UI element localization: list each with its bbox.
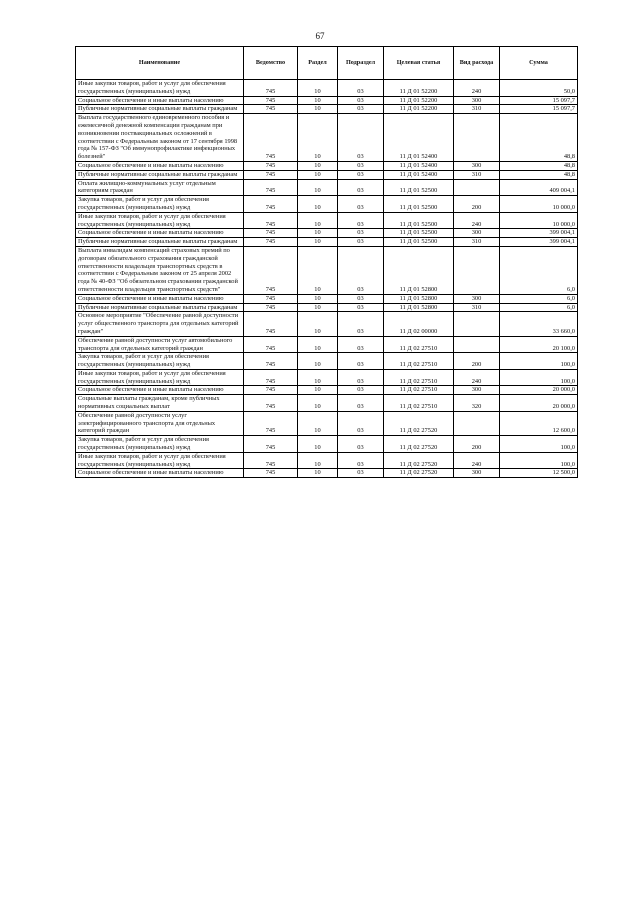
cell-name: Закупка товаров, работ и услуг для обеспечения государственных (муниципальных) нужд	[76, 436, 244, 453]
cell-vid: 300	[454, 386, 500, 395]
cell-vedomstvo: 745	[244, 294, 298, 303]
header-sum: Сумма	[500, 47, 578, 80]
cell-razdel: 10	[298, 411, 338, 435]
cell-target: 11 Д 01 52800	[384, 303, 454, 312]
cell-razdel: 10	[298, 229, 338, 238]
table-row	[76, 80, 578, 97]
cell-name: Социальное обеспечение и иные выплаты населению	[76, 469, 244, 478]
cell-target: 11 Д 01 52200	[384, 105, 454, 114]
cell-name: Иные закупки товаров, работ и услуг для обеспечения государственных (муниципальных) нужд	[76, 212, 244, 229]
cell-target: 11 Д 01 52400	[384, 161, 454, 170]
cell-target: 11 Д 01 52500	[384, 212, 454, 229]
cell-podrazdel: 03	[338, 294, 384, 303]
cell-vid: 300	[454, 294, 500, 303]
cell-vid: 200	[454, 196, 500, 213]
table-row	[76, 96, 578, 105]
cell-vid: 300	[454, 229, 500, 238]
cell-razdel: 10	[298, 114, 338, 162]
cell-vedomstvo: 745	[244, 179, 298, 196]
cell-target: 11 Д 01 52200	[384, 96, 454, 105]
page-number: 67	[315, 31, 325, 41]
cell-vid	[454, 336, 500, 353]
cell-vid: 240	[454, 452, 500, 469]
cell-name: Публичные нормативные социальные выплаты гражданам	[76, 105, 244, 114]
cell-vedomstvo: 745	[244, 161, 298, 170]
table-row	[76, 212, 578, 229]
table-body	[76, 80, 578, 478]
cell-vedomstvo: 745	[244, 411, 298, 435]
cell-name: Обеспечение равной доступности услуг электрифицированного транспорта для отдельных категорий граждан	[76, 411, 244, 435]
table-row	[76, 303, 578, 312]
table-header-row	[76, 47, 578, 80]
cell-razdel: 10	[298, 469, 338, 478]
cell-vedomstvo: 745	[244, 336, 298, 353]
cell-vid	[454, 246, 500, 294]
cell-target: 11 Д 01 52800	[384, 246, 454, 294]
cell-sum: 15 097,7	[500, 96, 578, 105]
cell-target: 11 Д 02 27520	[384, 452, 454, 469]
table-row	[76, 179, 578, 196]
cell-vid	[454, 179, 500, 196]
cell-podrazdel: 03	[338, 303, 384, 312]
cell-vedomstvo: 745	[244, 353, 298, 370]
cell-podrazdel: 03	[338, 312, 384, 336]
table-row	[76, 353, 578, 370]
cell-podrazdel: 03	[338, 369, 384, 386]
cell-razdel: 10	[298, 303, 338, 312]
table-row	[76, 114, 578, 162]
cell-vedomstvo: 745	[244, 452, 298, 469]
cell-vedomstvo: 745	[244, 170, 298, 179]
cell-name: Иные закупки товаров, работ и услуг для обеспечения государственных (муниципальных) нужд	[76, 452, 244, 469]
cell-podrazdel: 03	[338, 452, 384, 469]
cell-name: Публичные нормативные социальные выплаты гражданам	[76, 238, 244, 247]
cell-sum: 15 097,7	[500, 105, 578, 114]
table-row	[76, 229, 578, 238]
cell-sum: 100,0	[500, 369, 578, 386]
cell-podrazdel: 03	[338, 395, 384, 412]
cell-podrazdel: 03	[338, 411, 384, 435]
cell-sum: 6,0	[500, 246, 578, 294]
cell-target: 11 Д 01 52500	[384, 238, 454, 247]
cell-target: 11 Д 01 52500	[384, 229, 454, 238]
header-name: Наименование	[76, 47, 244, 80]
cell-podrazdel: 03	[338, 161, 384, 170]
table-row	[76, 246, 578, 294]
cell-razdel: 10	[298, 105, 338, 114]
cell-vedomstvo: 745	[244, 196, 298, 213]
cell-sum: 48,8	[500, 114, 578, 162]
cell-sum: 100,0	[500, 436, 578, 453]
table-row	[76, 336, 578, 353]
cell-vid: 200	[454, 353, 500, 370]
cell-vedomstvo: 745	[244, 105, 298, 114]
cell-razdel: 10	[298, 246, 338, 294]
cell-name: Социальное обеспечение и иные выплаты населению	[76, 229, 244, 238]
cell-target: 11 Д 02 27510	[384, 336, 454, 353]
cell-razdel: 10	[298, 96, 338, 105]
cell-vedomstvo: 745	[244, 80, 298, 97]
cell-razdel: 10	[298, 196, 338, 213]
cell-sum: 399 004,1	[500, 238, 578, 247]
cell-podrazdel: 03	[338, 336, 384, 353]
cell-sum: 409 004,1	[500, 179, 578, 196]
cell-vedomstvo: 745	[244, 229, 298, 238]
cell-sum: 12 600,0	[500, 411, 578, 435]
cell-sum: 399 004,1	[500, 229, 578, 238]
cell-name: Выплата инвалидам компенсаций страховых премий по договорам обязательного страхования гражданской ответственности владельцев транспортных средств в соответствии с Федеральным законом от 25 апреля 2002 года № 40-ФЗ "Об обязательном страховании гражданской ответственности владельцев транспортных средств"	[76, 246, 244, 294]
header-vid: Вид расхода	[454, 47, 500, 80]
cell-sum: 6,0	[500, 303, 578, 312]
cell-vedomstvo: 745	[244, 246, 298, 294]
table-row	[76, 238, 578, 247]
cell-vid: 310	[454, 170, 500, 179]
cell-razdel: 10	[298, 179, 338, 196]
cell-vedomstvo: 745	[244, 96, 298, 105]
cell-vedomstvo: 745	[244, 114, 298, 162]
cell-name: Выплата государственного единовременного пособия и ежемесячной денежной компенсации гражданам при возникновении поствакцинальных осложнений в соответствии с Федеральным законом от 17 сентября 1998 года № 157-ФЗ "Об иммунопрофилактике инфекционных болезней"	[76, 114, 244, 162]
cell-name: Социальное обеспечение и иные выплаты населению	[76, 96, 244, 105]
cell-razdel: 10	[298, 212, 338, 229]
cell-vid: 320	[454, 395, 500, 412]
cell-vid: 200	[454, 436, 500, 453]
cell-vedomstvo: 745	[244, 238, 298, 247]
cell-podrazdel: 03	[338, 353, 384, 370]
cell-vedomstvo: 745	[244, 469, 298, 478]
cell-name: Иные закупки товаров, работ и услуг для обеспечения государственных (муниципальных) нужд	[76, 80, 244, 97]
cell-podrazdel: 03	[338, 212, 384, 229]
cell-vid: 310	[454, 303, 500, 312]
cell-podrazdel: 03	[338, 238, 384, 247]
cell-razdel: 10	[298, 312, 338, 336]
cell-vedomstvo: 745	[244, 386, 298, 395]
cell-vid: 300	[454, 469, 500, 478]
cell-razdel: 10	[298, 369, 338, 386]
cell-vid: 240	[454, 80, 500, 97]
cell-razdel: 10	[298, 170, 338, 179]
cell-name: Публичные нормативные социальные выплаты гражданам	[76, 303, 244, 312]
cell-vid: 300	[454, 96, 500, 105]
cell-sum: 10 000,0	[500, 212, 578, 229]
cell-podrazdel: 03	[338, 170, 384, 179]
cell-target: 11 Д 01 52400	[384, 114, 454, 162]
cell-vedomstvo: 745	[244, 212, 298, 229]
table-row	[76, 395, 578, 412]
cell-vedomstvo: 745	[244, 395, 298, 412]
cell-razdel: 10	[298, 294, 338, 303]
cell-vid: 240	[454, 369, 500, 386]
cell-sum: 50,0	[500, 80, 578, 97]
cell-podrazdel: 03	[338, 105, 384, 114]
cell-vedomstvo: 745	[244, 369, 298, 386]
cell-target: 11 Д 02 27520	[384, 436, 454, 453]
cell-podrazdel: 03	[338, 246, 384, 294]
cell-name: Социальное обеспечение и иные выплаты населению	[76, 294, 244, 303]
cell-target: 11 Д 01 52500	[384, 196, 454, 213]
cell-razdel: 10	[298, 238, 338, 247]
cell-name: Публичные нормативные социальные выплаты гражданам	[76, 170, 244, 179]
cell-sum: 10 000,0	[500, 196, 578, 213]
cell-razdel: 10	[298, 386, 338, 395]
cell-name: Социальные выплаты гражданам, кроме публичных нормативных социальных выплат	[76, 395, 244, 412]
cell-target: 11 Д 02 27510	[384, 395, 454, 412]
cell-name: Социальное обеспечение и иные выплаты населению	[76, 386, 244, 395]
cell-sum: 100,0	[500, 452, 578, 469]
cell-target: 11 Д 02 00000	[384, 312, 454, 336]
cell-name: Иные закупки товаров, работ и услуг для обеспечения государственных (муниципальных) нужд	[76, 369, 244, 386]
cell-name: Социальное обеспечение и иные выплаты населению	[76, 161, 244, 170]
cell-razdel: 10	[298, 436, 338, 453]
cell-podrazdel: 03	[338, 386, 384, 395]
cell-target: 11 Д 02 27510	[384, 353, 454, 370]
header-target: Целевая статья	[384, 47, 454, 80]
cell-target: 11 Д 01 52500	[384, 179, 454, 196]
cell-sum: 6,0	[500, 294, 578, 303]
table-row	[76, 386, 578, 395]
cell-podrazdel: 03	[338, 229, 384, 238]
cell-vedomstvo: 745	[244, 312, 298, 336]
cell-vedomstvo: 745	[244, 436, 298, 453]
cell-target: 11 Д 01 52400	[384, 170, 454, 179]
cell-vid: 300	[454, 161, 500, 170]
cell-sum: 33 660,0	[500, 312, 578, 336]
cell-name: Обеспечение равной доступности услуг автомобильного транспорта для отдельных категорий граждан	[76, 336, 244, 353]
table-row	[76, 369, 578, 386]
cell-razdel: 10	[298, 395, 338, 412]
cell-razdel: 10	[298, 161, 338, 170]
table-row	[76, 452, 578, 469]
cell-sum: 20 100,0	[500, 336, 578, 353]
cell-name: Оплата жилищно-коммунальных услуг отдельным категориям граждан	[76, 179, 244, 196]
header-razdel: Раздел	[298, 47, 338, 80]
table-row	[76, 312, 578, 336]
cell-vid: 310	[454, 238, 500, 247]
cell-target: 11 Д 02 27510	[384, 386, 454, 395]
cell-sum: 20 000,0	[500, 386, 578, 395]
cell-podrazdel: 03	[338, 96, 384, 105]
cell-razdel: 10	[298, 452, 338, 469]
cell-razdel: 10	[298, 353, 338, 370]
cell-target: 11 Д 02 27510	[384, 369, 454, 386]
cell-sum: 12 500,0	[500, 469, 578, 478]
cell-target: 11 Д 01 52800	[384, 294, 454, 303]
cell-vid: 240	[454, 212, 500, 229]
cell-podrazdel: 03	[338, 80, 384, 97]
budget-table	[75, 46, 578, 478]
cell-sum: 100,0	[500, 353, 578, 370]
cell-vid: 310	[454, 105, 500, 114]
cell-podrazdel: 03	[338, 196, 384, 213]
table-row	[76, 294, 578, 303]
cell-vid	[454, 411, 500, 435]
table-row	[76, 411, 578, 435]
cell-target: 11 Д 01 52200	[384, 80, 454, 97]
cell-razdel: 10	[298, 80, 338, 97]
cell-podrazdel: 03	[338, 114, 384, 162]
cell-podrazdel: 03	[338, 436, 384, 453]
cell-razdel: 10	[298, 336, 338, 353]
table-row	[76, 436, 578, 453]
cell-sum: 20 000,0	[500, 395, 578, 412]
cell-target: 11 Д 02 27520	[384, 469, 454, 478]
cell-podrazdel: 03	[338, 469, 384, 478]
cell-podrazdel: 03	[338, 179, 384, 196]
cell-vid	[454, 312, 500, 336]
header-podrazdel: Подраздел	[338, 47, 384, 80]
cell-name: Закупка товаров, работ и услуг для обеспечения государственных (муниципальных) нужд	[76, 353, 244, 370]
cell-target: 11 Д 02 27520	[384, 411, 454, 435]
table-row	[76, 469, 578, 478]
table-row	[76, 105, 578, 114]
cell-sum: 48,8	[500, 170, 578, 179]
cell-vedomstvo: 745	[244, 303, 298, 312]
table-row	[76, 161, 578, 170]
cell-name: Закупка товаров, работ и услуг для обеспечения государственных (муниципальных) нужд	[76, 196, 244, 213]
table-row	[76, 196, 578, 213]
cell-sum: 48,8	[500, 161, 578, 170]
cell-vid	[454, 114, 500, 162]
table-row	[76, 170, 578, 179]
header-vedomstvo: Ведомство	[244, 47, 298, 80]
cell-name: Основное мероприятие "Обеспечение равной доступности услуг общественного транспорта для отдельных категорий граждан"	[76, 312, 244, 336]
